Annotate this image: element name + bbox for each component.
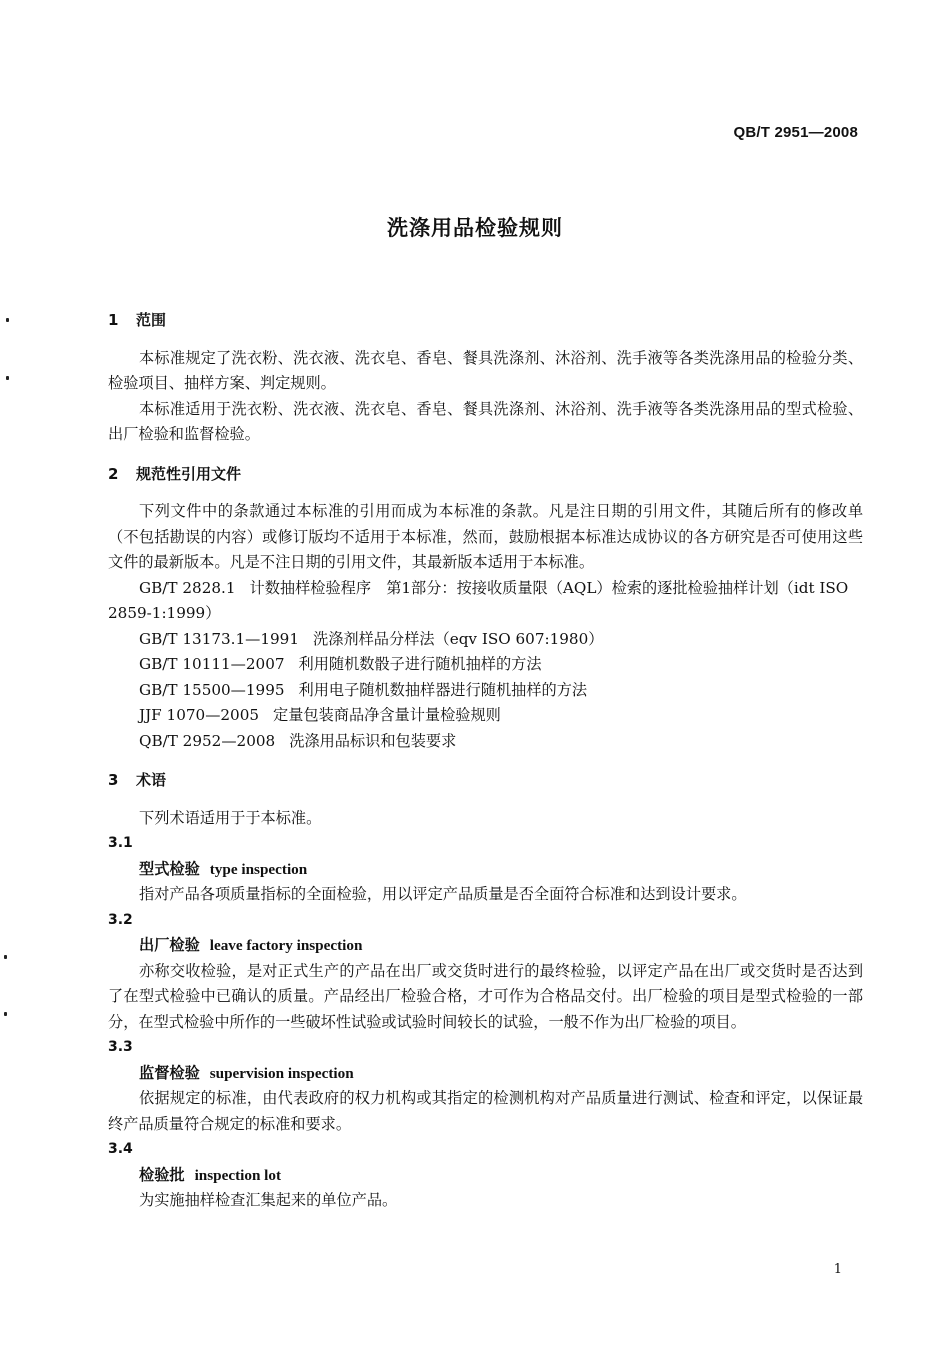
term-definition: 依据规定的标准，由代表政府的权力机构或其指定的检测机构对产品质量进行测试、检查和评定，以保证最终产品质量符合规定的标准和要求。 [108, 1089, 863, 1133]
scan-speck [6, 376, 9, 380]
scan-speck [4, 955, 7, 959]
reference-item: GB/T 15500—1995 利用电子随机数抽样器进行随机抽样的方法 [139, 680, 588, 699]
standard-code: QB/T 2951—2008 [733, 124, 858, 141]
scan-speck [4, 1012, 7, 1016]
reference-item: GB/T 10111—2007 利用随机数骰子进行随机抽样的方法 [139, 655, 542, 673]
term-definition: 为实施抽样检查汇集起来的单位产品。 [139, 1191, 398, 1209]
term-definition: 指对产品各项质量指标的全面检验，用以评定产品质量是否全面符合标准和达到设计要求。 [139, 885, 747, 903]
section-terms [108, 768, 863, 1214]
reference-item: GB/T 2828.1 计数抽样检验程序 第1部分：按接收质量限（AQL）检索的逐批检验抽样计划（idt ISO 2859-1:1999） [108, 578, 849, 622]
page-number: 1 [833, 1262, 842, 1277]
term-name: 监督检验 supervision inspection [139, 1063, 354, 1082]
term-number: 3.2 [108, 911, 133, 928]
paragraph: 本标准适用于洗衣粉、洗衣液、洗衣皂、香皂、餐具洗涤剂、沐浴剂、洗手液等各类洗涤用品的型式检验、出厂检验和监督检验。 [108, 399, 863, 443]
section-normative-references [108, 462, 863, 755]
term-number: 3.3 [108, 1039, 133, 1055]
document-title: 洗涤用品检验规则 [387, 216, 563, 240]
term-name: 检验批 inspection lot [139, 1165, 282, 1184]
scan-speck [6, 318, 9, 322]
paragraph: 下列文件中的条款通过本标准的引用而成为本标准的条款。凡是注日期的引用文件，其随后所有的修改单（不包括勘误的内容）或修订版均不适用于本标准，然而，鼓励根据本标准达成协议的各方研究是否可使用这些文件的最新版本。凡是不注日期的引用文件，其最新版本适用于本标准。 [108, 502, 863, 571]
paragraph: 本标准规定了洗衣粉、洗衣液、洗衣皂、香皂、餐具洗涤剂、沐浴剂、洗手液等各类洗涤用品的检验分类、检验项目、抽样方案、判定规则。 [108, 348, 863, 392]
reference-item: JJF 1070—2005 定量包装商品净含量计量检验规则 [139, 706, 501, 724]
term-number: 3.1 [108, 835, 133, 851]
reference-item: QB/T 2952—2008 洗涤用品标识和包装要求 [139, 731, 457, 750]
section-heading: 1 范围 [108, 311, 167, 329]
term-name: 出厂检验 leave factory inspection [139, 936, 363, 954]
reference-item: GB/T 13173.1—1991 洗涤剂样品分样法（eqv ISO 607:1980） [139, 629, 604, 648]
document-body [108, 308, 863, 1222]
section-heading: 3 术语 [108, 771, 167, 789]
section-heading: 2 规范性引用文件 [108, 464, 242, 483]
paragraph: 下列术语适用于于本标准。 [139, 808, 322, 827]
term-definition: 亦称交收检验，是对正式生产的产品在出厂或交货时进行的最终检验，以评定产品在出厂或交货时是否达到了在型式检验中已确认的质量。产品经出厂检验合格，才可作为合格品交付。出厂检验的项目是型式检验的一部分，在型式检验中所作的一些破坏性试验或试验时间较长的试验，一般不作为出厂检验的项目。 [108, 961, 863, 1031]
term-number: 3.4 [108, 1141, 133, 1157]
section-scope [108, 308, 863, 448]
term-name: 型式检验 type inspection [139, 859, 308, 878]
